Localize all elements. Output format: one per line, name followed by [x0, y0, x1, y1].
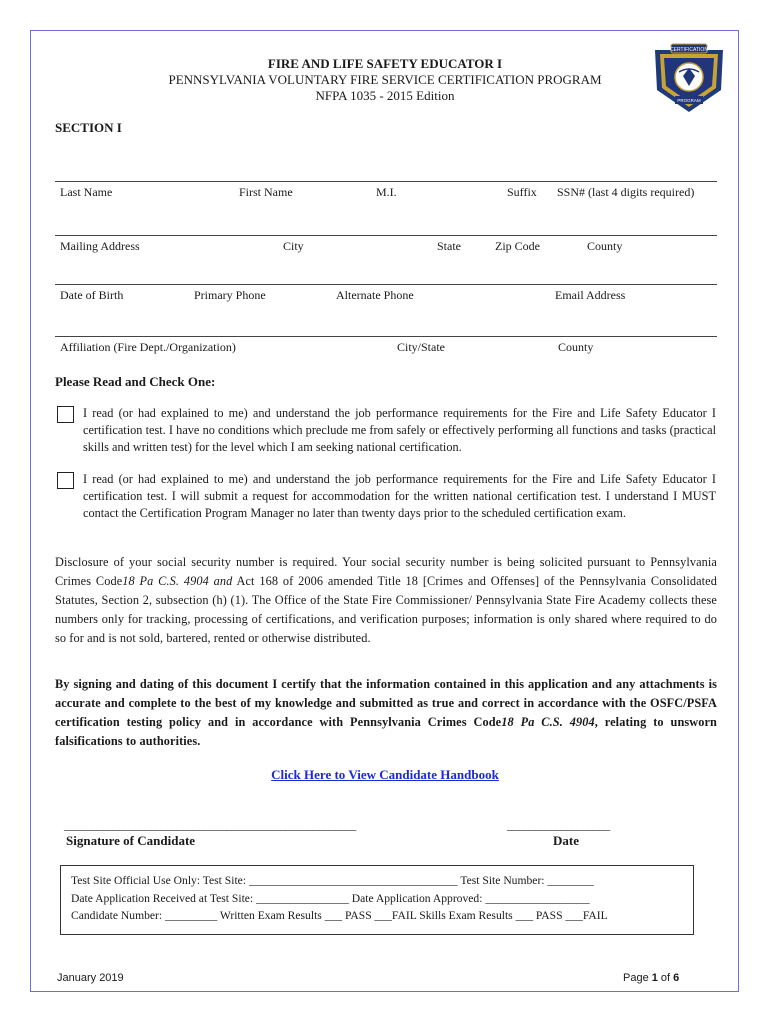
field-line-row4[interactable] [55, 336, 717, 337]
official-use-box [60, 865, 694, 935]
zip-code-label: Zip Code [495, 239, 540, 253]
candidate-handbook-link[interactable]: Click Here to View Candidate Handbook [271, 767, 499, 782]
last-name-label: Last Name [60, 185, 113, 199]
affiliation-county-label: County [558, 340, 594, 354]
date-line[interactable]: ___________________ [507, 818, 610, 832]
county-label: County [587, 239, 623, 253]
page-prefix: Page [623, 972, 652, 984]
page-total: 6 [673, 972, 680, 984]
page-number [623, 972, 679, 984]
program-name: PENNSYLVANIA VOLUNTARY FIRE SERVICE CERTIFICATION PROGRAM [168, 72, 602, 87]
section-title: SECTION I [55, 120, 122, 135]
primary-phone-label: Primary Phone [194, 288, 266, 302]
field-line-row1[interactable] [55, 181, 717, 182]
check-one-heading: Please Read and Check One: [55, 374, 216, 389]
official-dates-line: Date Application Received at Test Site: ________________ Date Application Approved: __________________ [71, 892, 590, 905]
disclosure-text-2: Act 168 of 2006 amended Title 18 [Crimes and Offenses] of the Pennsylvania Consolidated Statutes, Section 2, subsection (h) (1). The Office of the State Fire Commissioner/ Pennsylvania State Fire Academy collects these numbers only for tracking, processing of certifications, and verification purposes; information is only shared where required to do so for and is not sold, bartered, rented or otherwise distributed. [55, 574, 717, 645]
field-line-row2[interactable] [55, 235, 717, 236]
certify-text-1: By signing and dating of this document I certify that the information contained in this application and any attachments is accurate and complete to the best of my knowledge and submitted as true and correct in accordance with the OSFC/PSFA certification testing policy and in accordance with Pennsylvania Crimes Code [55, 677, 717, 729]
disclosure-citation: 18 Pa C.S. 4904 and [122, 574, 233, 588]
state-label: State [437, 239, 461, 253]
middle-initial-label: M.I. [376, 185, 397, 199]
field-line-row3[interactable] [55, 284, 717, 285]
date-of-birth-label: Date of Birth [60, 288, 124, 302]
first-name-label: First Name [239, 185, 293, 199]
option-2-text: I read (or had explained to me) and understand the job performance requirements for the Fire and Life Safety Educator I certification test. I will submit a request for accommodation for the written national certification test. I understand I MUST contact the Certification Program Manager no later than twenty days prior to the scheduled certification exam. [83, 472, 716, 520]
option-1-checkbox[interactable] [57, 406, 74, 423]
ssn-label: SSN# (last 4 digits required) [557, 185, 695, 199]
page-of: of [657, 972, 674, 984]
option-1-text: I read (or had explained to me) and understand the job performance requirements for the Fire and Life Safety Educator I certification test. I have no conditions which preclude me from safely or effectively performing all functions and tasks (practical skills and written test) for the level which I am seeking national certification. [83, 406, 716, 454]
option-2-checkbox[interactable] [57, 472, 74, 489]
suffix-label: Suffix [507, 185, 537, 199]
page-current: 1 [651, 972, 658, 984]
disclosure-text-1: Disclosure of your social security number is required. Your social security number is being solicited pursuant to Pennsylvania Crimes Code [55, 555, 717, 588]
affiliation-label: Affiliation (Fire Dept./Organization) [60, 340, 236, 354]
signature-line[interactable]: ______________________________________________________ [64, 818, 356, 832]
form-title: FIRE AND LIFE SAFETY EDUCATOR I [267, 56, 503, 71]
seal-bottom-text: PROGRAM [677, 98, 701, 103]
certify-citation: 18 Pa C.S. 4904 [501, 715, 595, 729]
seal-top-text: CERTIFICATION [670, 47, 708, 53]
signature-label: Signature of Candidate [66, 833, 196, 848]
email-address-label: Email Address [555, 288, 626, 302]
alternate-phone-label: Alternate Phone [336, 288, 414, 302]
date-label: Date [553, 833, 579, 848]
city-state-label: City/State [397, 340, 445, 354]
footer-date: January 2019 [57, 972, 124, 984]
edition-label: NFPA 1035 - 2015 Edition [315, 88, 455, 103]
official-test-site-line: Test Site Official Use Only: Test Site: ____________________________________ Test Site Number: ________ [71, 874, 594, 887]
certification-statement [55, 675, 717, 751]
official-results-line: Candidate Number: _________ Written Exam Results ___ PASS ___FAIL Skills Exam Results ___ PASS ___FAIL [71, 909, 608, 922]
certify-text-2: , relating to unsworn falsifications to authorities. [55, 715, 717, 748]
city-label: City [283, 239, 304, 253]
certification-seal-logo [651, 38, 727, 114]
ssn-disclosure-paragraph [55, 553, 717, 648]
mailing-address-label: Mailing Address [60, 239, 140, 253]
